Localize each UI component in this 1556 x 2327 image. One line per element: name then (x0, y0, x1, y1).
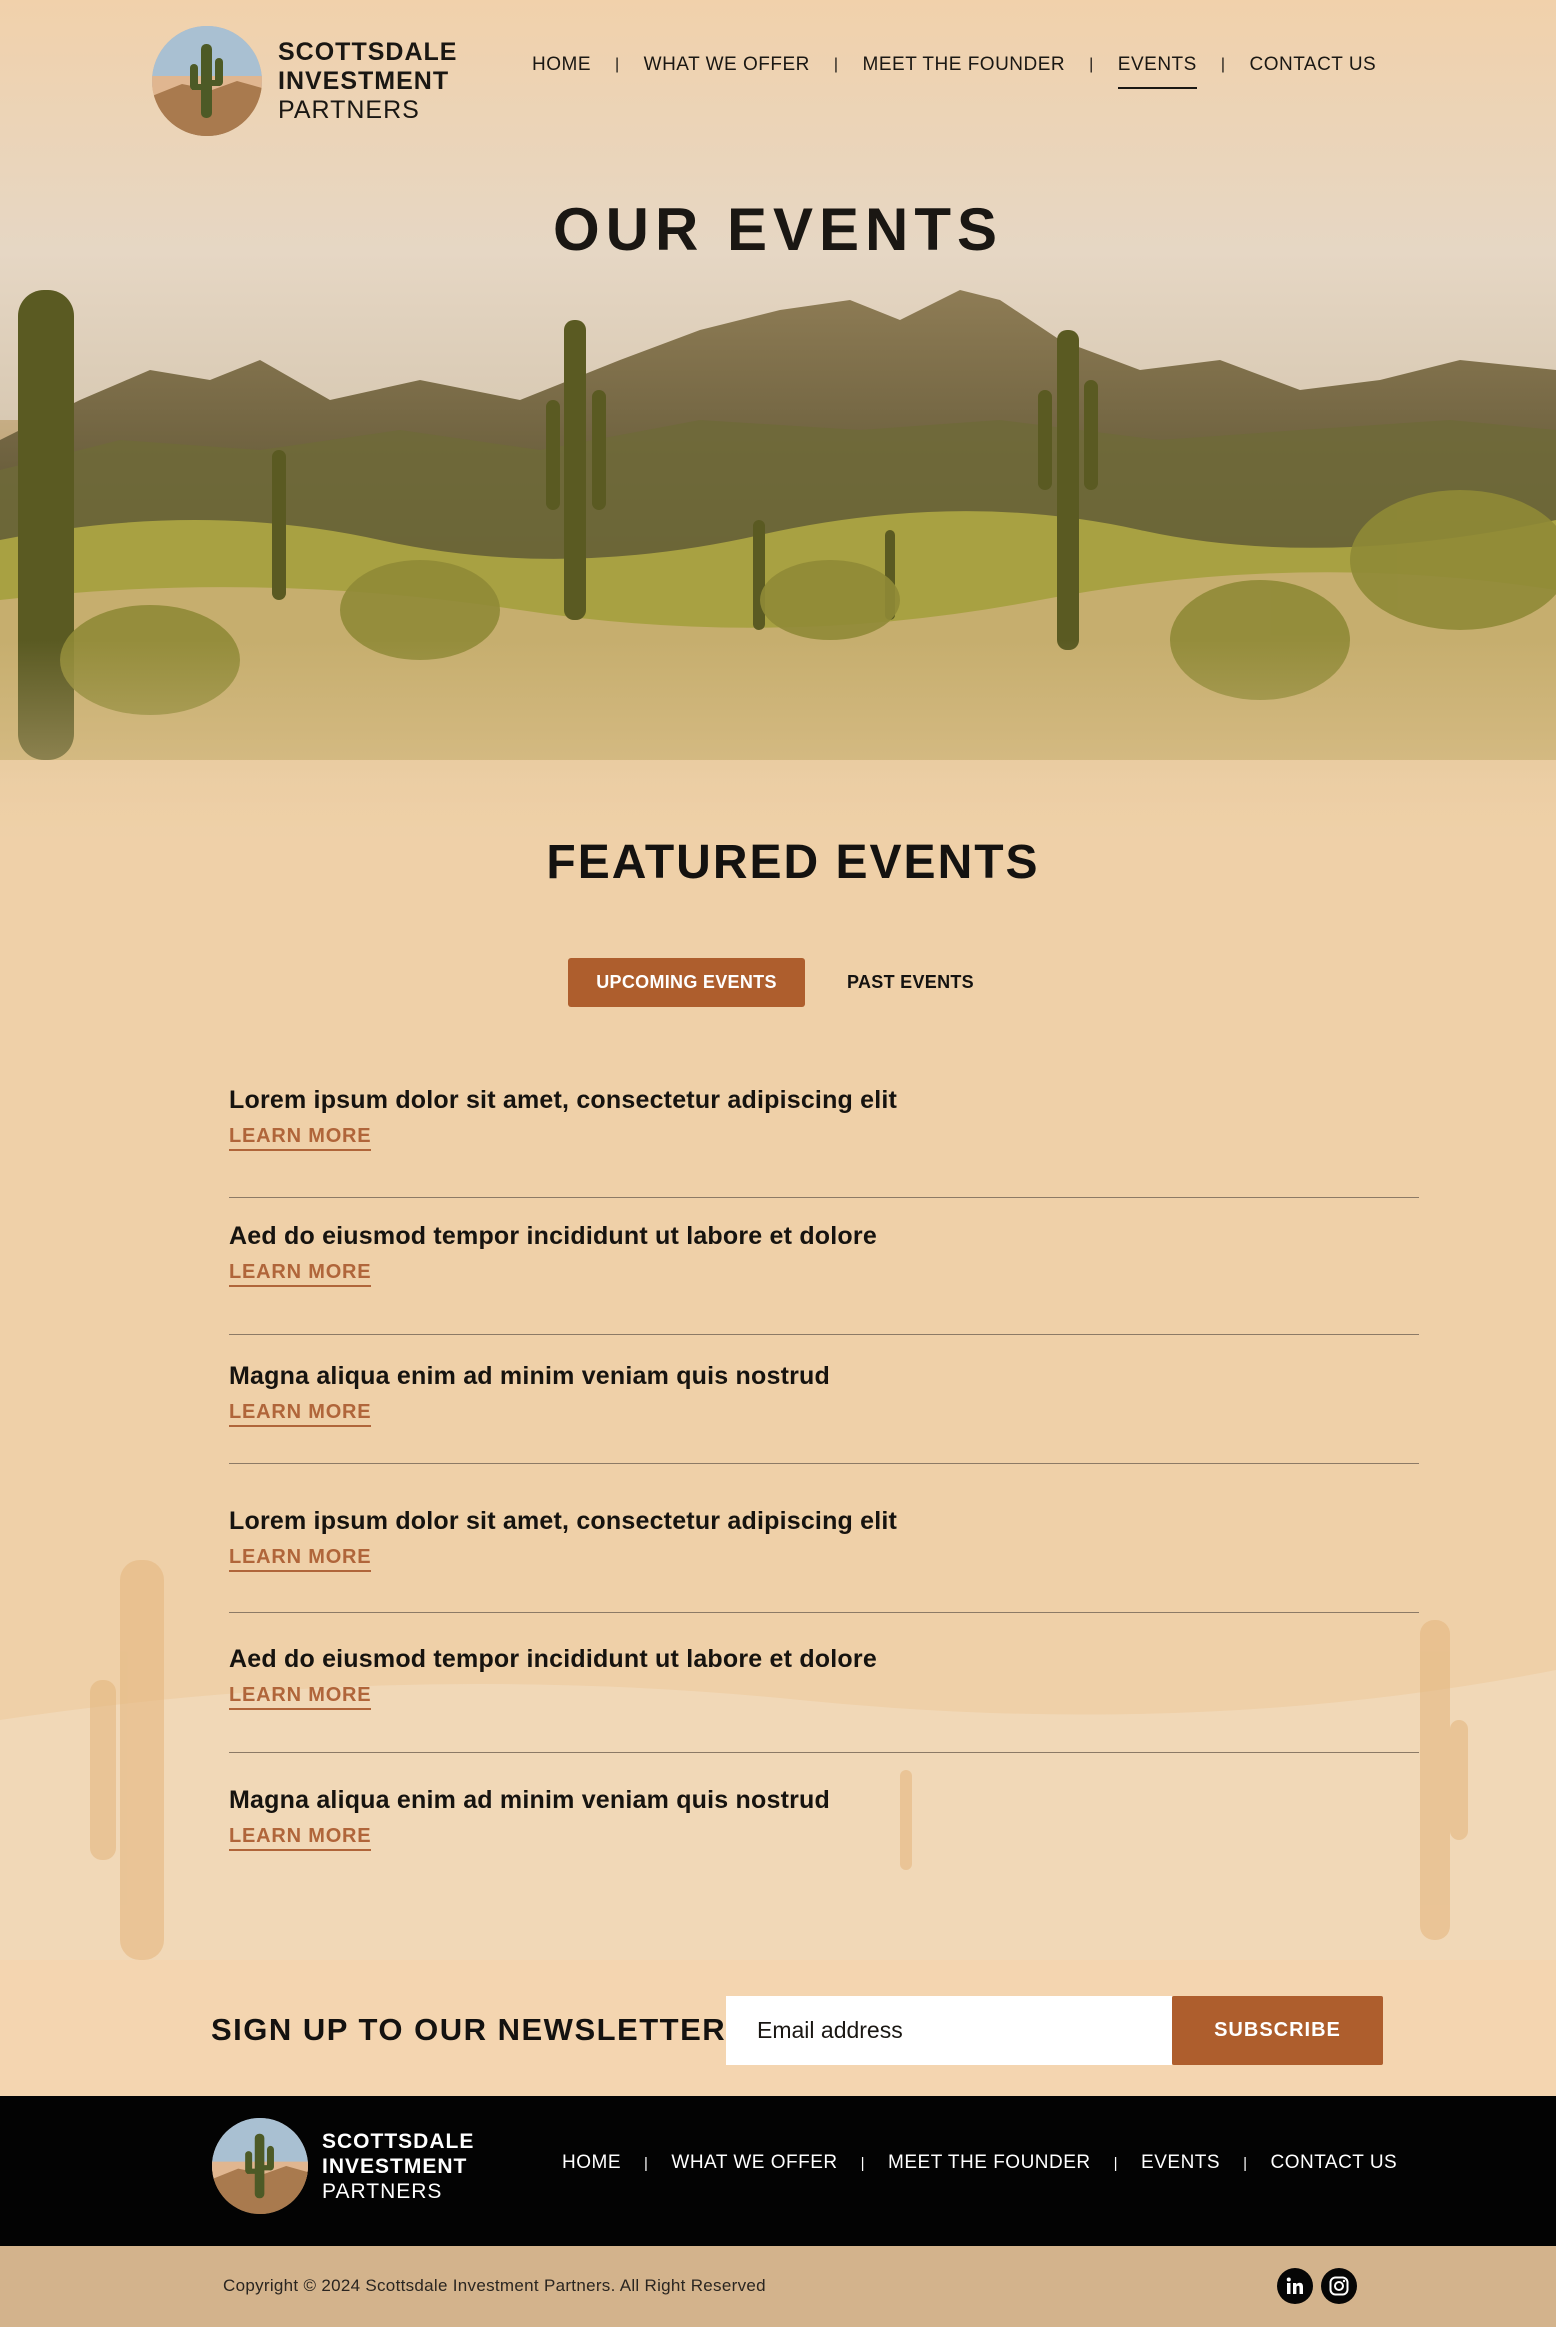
events-tabs (568, 958, 1000, 1007)
nav-what-we-offer[interactable]: WHAT WE OFFER (643, 54, 810, 75)
footer-nav (562, 2152, 1397, 2174)
cactus-logo-icon (152, 26, 262, 136)
linkedin-icon[interactable] (1277, 2268, 1313, 2304)
main-nav (532, 54, 1376, 76)
nav-separator: | (860, 2154, 866, 2172)
brand-logo[interactable] (152, 26, 457, 136)
brand-line-2: INVESTMENT (278, 66, 450, 95)
social-links (1277, 2268, 1357, 2304)
brand-line-3: PARTNERS (322, 2179, 443, 2203)
nav-contact-us[interactable]: CONTACT US (1249, 54, 1377, 75)
brand-line-2: INVESTMENT (322, 2154, 468, 2178)
event-item (229, 1753, 1419, 1873)
event-item (229, 1335, 1419, 1464)
tab-past-events[interactable]: PAST EVENTS (847, 972, 974, 992)
learn-more-link[interactable]: LEARN MORE (229, 1546, 371, 1572)
footer-nav-meet-the-founder[interactable]: MEET THE FOUNDER (888, 2152, 1091, 2173)
event-item (229, 1464, 1419, 1613)
footer-nav-contact-us[interactable]: CONTACT US (1270, 2152, 1398, 2173)
event-title: Aed do eiusmod tempor incididunt ut labore et dolore (229, 1222, 877, 1250)
nav-meet-the-founder[interactable]: MEET THE FOUNDER (862, 54, 1066, 75)
brand-line-1: SCOTTSDALE (278, 37, 458, 66)
learn-more-link[interactable]: LEARN MORE (229, 1401, 371, 1427)
footer-nav-what-we-offer[interactable]: WHAT WE OFFER (671, 2152, 838, 2173)
nav-separator: | (1220, 56, 1226, 73)
nav-separator: | (833, 56, 839, 73)
nav-events[interactable]: EVENTS (1117, 54, 1197, 75)
event-item (229, 1198, 1419, 1335)
nav-separator: | (644, 2154, 649, 2172)
copyright-bar (0, 2246, 1556, 2327)
site-header (0, 0, 1556, 140)
tab-upcoming-events[interactable]: UPCOMING EVENTS (568, 958, 805, 1007)
newsletter-heading: SIGN UP TO OUR NEWSLETTER (211, 2012, 727, 2047)
brand-name (278, 38, 457, 125)
brand-line-3: PARTNERS (278, 95, 420, 124)
nav-separator: | (1243, 2154, 1248, 2172)
event-list (229, 1064, 1419, 1873)
event-title: Lorem ipsum dolor sit amet, consectetur adipiscing elit (229, 1507, 898, 1535)
event-item (229, 1613, 1419, 1753)
nav-home[interactable]: HOME (532, 54, 591, 75)
nav-separator: | (615, 56, 620, 73)
featured-events-heading: FEATURED EVENTS (546, 836, 1040, 889)
nav-separator: | (1113, 2154, 1119, 2172)
nav-separator: | (1089, 56, 1094, 73)
event-title: Lorem ipsum dolor sit amet, consectetur adipiscing elit (229, 1086, 898, 1114)
footer-nav-home[interactable]: HOME (562, 2152, 621, 2173)
cactus-logo-icon (212, 2118, 308, 2214)
brand-line-1: SCOTTSDALE (322, 2129, 475, 2153)
email-field[interactable]: Email address (726, 1996, 1172, 2065)
event-title: Aed do eiusmod tempor incididunt ut labore et dolore (229, 1645, 877, 1673)
event-item (229, 1064, 1419, 1198)
learn-more-link[interactable]: LEARN MORE (229, 1125, 371, 1151)
instagram-icon[interactable] (1321, 2268, 1357, 2304)
site-footer (0, 2096, 1556, 2246)
learn-more-link[interactable]: LEARN MORE (229, 1261, 371, 1287)
footer-brand-name (322, 2129, 474, 2204)
event-title: Magna aliqua enim ad minim veniam quis nostrud (229, 1786, 830, 1814)
page-title: OUR EVENTS (552, 196, 1004, 263)
copyright-text: Copyright © 2024 Scottsdale Investment Partners. All Right Reserved (223, 2276, 766, 2295)
subscribe-button[interactable]: SUBSCRIBE (1172, 1996, 1383, 2065)
event-title: Magna aliqua enim ad minim veniam quis nostrud (229, 1362, 830, 1390)
learn-more-link[interactable]: LEARN MORE (229, 1684, 371, 1710)
footer-brand-logo[interactable] (212, 2118, 474, 2214)
footer-nav-events[interactable]: EVENTS (1141, 2152, 1221, 2173)
newsletter-section (0, 1960, 1556, 2096)
learn-more-link[interactable]: LEARN MORE (229, 1825, 371, 1851)
